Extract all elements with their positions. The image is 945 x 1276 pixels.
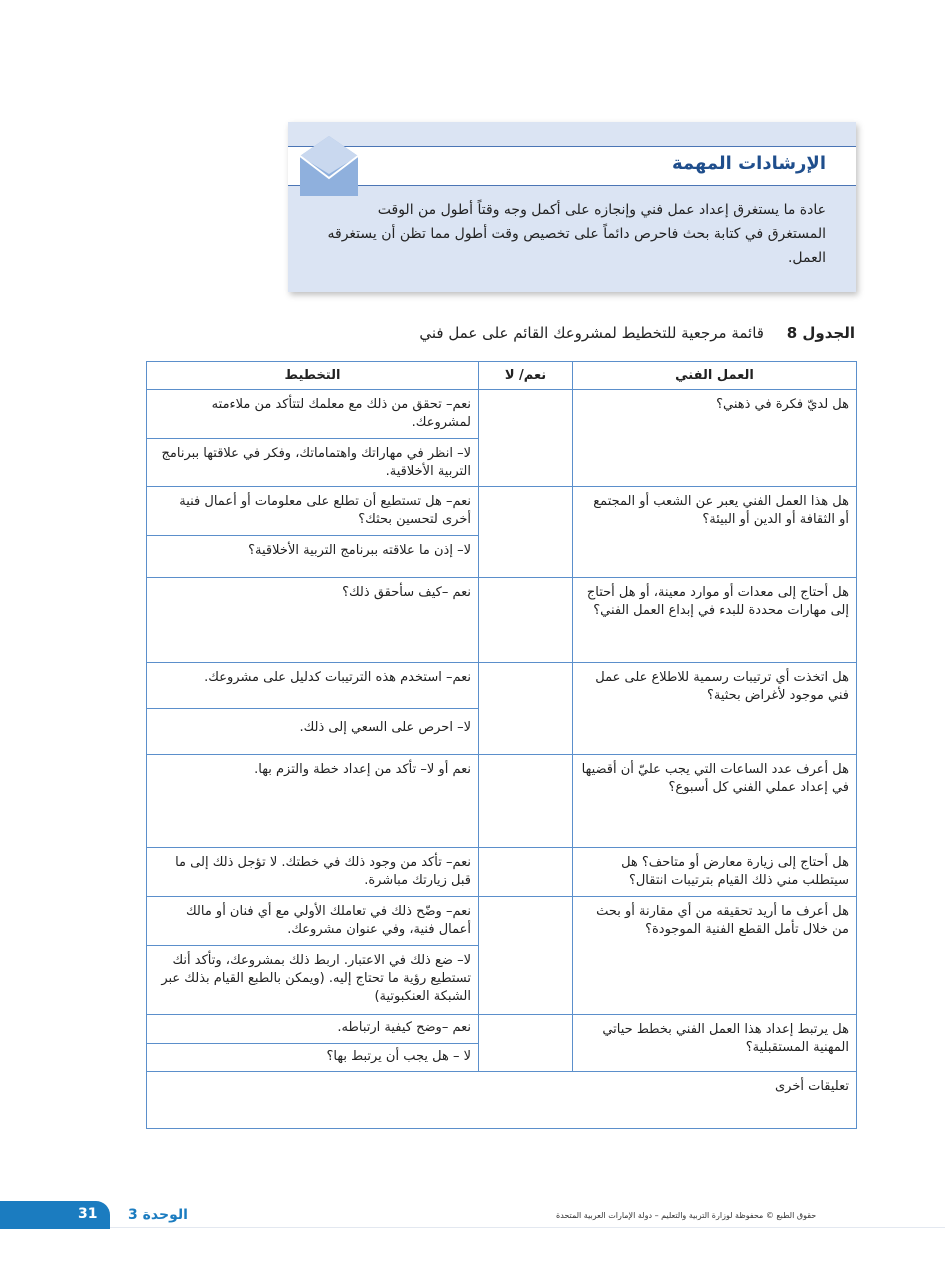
table-row [147,578,857,663]
planning-option: نعم –كيف سأحقق ذلك؟ [342,585,471,600]
planning-option: نعم– استخدم هذه الترتيبات كدليل على مشروعك. [204,670,471,685]
yes-no-cell[interactable] [479,848,573,897]
guidance-text: عادة ما يستغرق إعداد عمل فني وإنجازه على أكمل وجه وقتاً أطول من الوقت المستغرق في كتابة بحث فاحرص دائماً على تخصيص وقت أطول مما تظن أن يستغرقه العمل. [327,202,826,266]
question-cell: هل أحتاج إلى معدات أو موارد معينة، أو هل أحتاج إلى مهارات محددة للبدء في إبداع العمل الفني؟ [573,578,857,663]
table-row [147,848,857,897]
table-row [147,1015,857,1072]
page-number: 31 [78,1206,98,1222]
planning-option: لا– إذن ما علاقته ببرنامج التربية الأخلاقية؟ [147,535,478,577]
planning-option: نعم– تحقق من ذلك مع معلمك لتتأكد من ملاءمته لمشروعك. [211,397,471,430]
question-cell: هل هذا العمل الفني يعبر عن الشعب أو المجتمع أو الثقافة أو الدين أو البيئة؟ [573,487,857,578]
planning-cell [147,663,479,755]
table-row [147,487,857,578]
guidance-title: الإرشادات المهمة [671,153,826,174]
guidance-box [288,122,856,292]
question-cell: هل لديّ فكرة في ذهني؟ [573,390,857,487]
envelope-icon [296,134,362,198]
table-row [147,390,857,487]
footer-divider [0,1227,945,1228]
planning-cell [147,897,479,1015]
page-number-tab [0,1201,110,1229]
yes-no-cell[interactable] [479,755,573,848]
other-comments-cell[interactable]: تعليقات أخرى [147,1072,857,1129]
planning-option: نعم– وضّح ذلك في تعاملك الأولي مع أي فنان أو مالك أعمال فنية، وفي عنوان مشروعك. [185,904,471,937]
header-planning: التخطيط [147,362,479,390]
planning-option: لا– انظر في مهاراتك واهتماماتك، وفكر في علاقتها ببرنامج التربية الأخلاقية. [147,438,478,486]
planning-cell [147,578,479,663]
yes-no-cell[interactable] [479,390,573,487]
planning-cell [147,487,479,578]
planning-cell [147,390,479,487]
table-row [147,897,857,1015]
question-cell: هل أحتاج إلى زيارة معارض أو متاحف؟ هل سيتطلب مني ذلك القيام بترتيبات انتقال؟ [573,848,857,897]
planning-option: لا– احرص على السعي إلى ذلك. [147,708,478,754]
yes-no-cell[interactable] [479,897,573,1015]
question-cell: هل يرتبط إعداد هذا العمل الفني بخطط حياتي المهنية المستقبلية؟ [573,1015,857,1072]
table-label: الجدول 8 [786,324,855,342]
question-cell: هل أعرف عدد الساعات التي يجب عليّ أن أقضيها في إعداد عملي الفني كل أسبوع؟ [573,755,857,848]
yes-no-cell[interactable] [479,487,573,578]
question-cell: هل اتخذت أي ترتيبات رسمية للاطلاع على عمل فني موجود لأغراض بحثية؟ [573,663,857,755]
yes-no-cell[interactable] [479,578,573,663]
planning-checklist-table [146,361,857,1129]
planning-cell [147,848,479,897]
guidance-title-bar [288,146,856,186]
planning-cell [147,755,479,848]
planning-option: نعم– تأكد من وجود ذلك في خطتك. لا تؤجل ذلك إلى ما قبل زيارتك مباشرة. [175,855,471,888]
planning-option: نعم– هل تستطيع أن تطلع على معلومات أو أعمال فنية أخرى لتحسين بحثك؟ [179,494,471,527]
table-row [147,663,857,755]
planning-option: نعم –وضح كيفية ارتباطه. [337,1020,471,1035]
table-row [147,755,857,848]
planning-option: لا– ضع ذلك في الاعتبار. اربط ذلك بمشروعك، وتأكد أنك تستطيع رؤية ما تحتاج إليه. (ويمكن بالطبع القيام بذلك عبر الشبكة العنكبوتية) [147,945,478,1014]
planning-option: نعم أو لا– تأكد من إعداد خطة والتزم بها. [254,762,471,777]
other-comments-row [147,1072,857,1129]
question-cell: هل أعرف ما أريد تحقيقه من أي مقارنة أو بحث من خلال تأمل القطع الفنية الموجودة؟ [573,897,857,1015]
planning-option: لا – هل يجب أن يرتبط بها؟ [147,1043,478,1071]
table-title: قائمة مرجعية للتخطيط لمشروعك القائم على عمل فني [419,324,764,342]
yes-no-cell[interactable] [479,663,573,755]
table-caption [419,324,855,342]
header-artwork: العمل الفني [573,362,857,390]
header-yes-no: نعم/ لا [479,362,573,390]
unit-label: الوحدة 3 [128,1207,188,1223]
yes-no-cell[interactable] [479,1015,573,1072]
copyright-notice: حقوق الطبع © محفوظة لوزارة التربية والتعليم – دولة الإمارات العربية المتحدة [556,1211,817,1220]
table-header-row [147,362,857,390]
planning-cell [147,1015,479,1072]
